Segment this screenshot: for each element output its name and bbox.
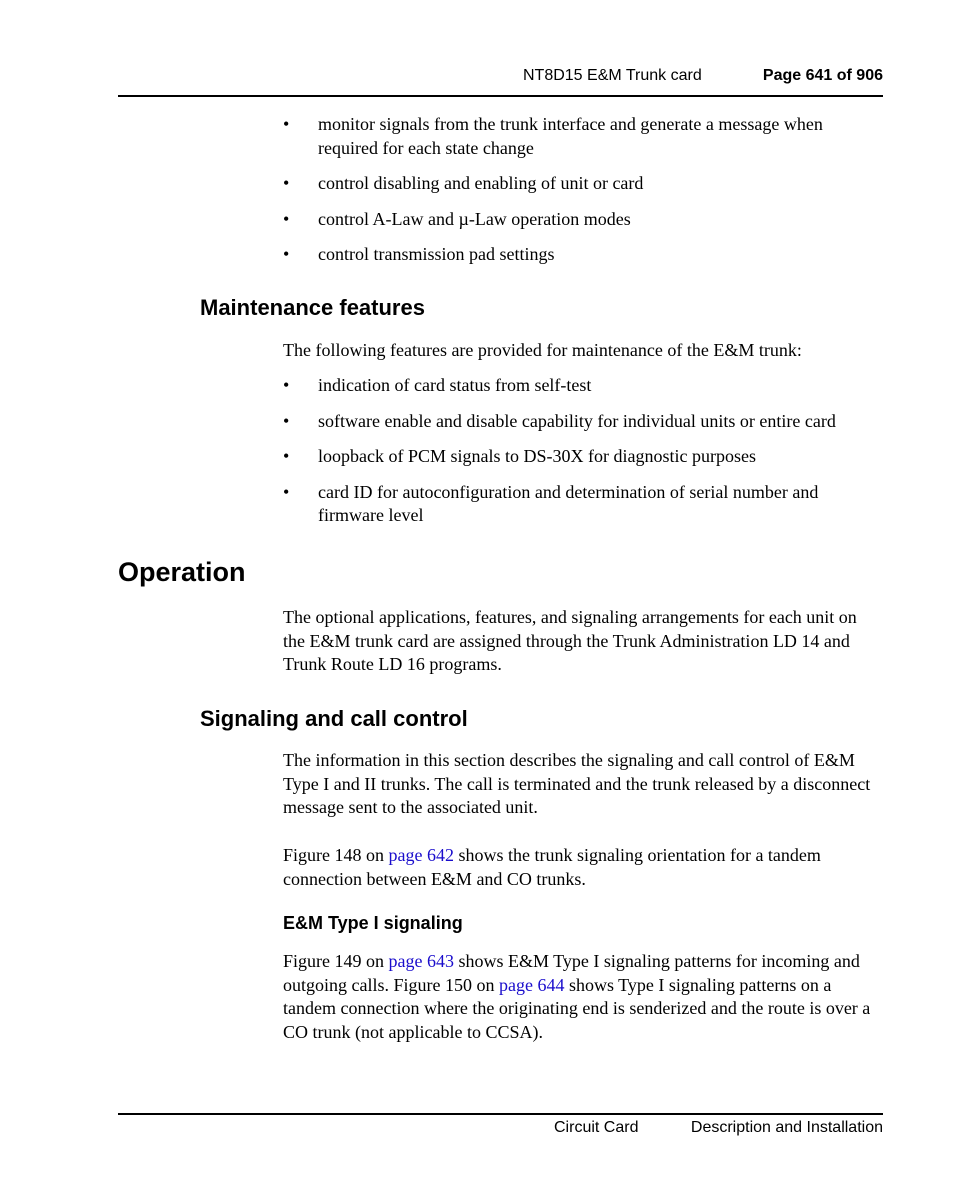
list-item: • monitor signals from the trunk interface and generate a message when required for each state change bbox=[283, 114, 823, 158]
maintenance-heading: Maintenance features bbox=[200, 295, 425, 320]
bullet-icon: • bbox=[283, 114, 290, 134]
footer-left-text: Circuit Card bbox=[554, 1119, 639, 1136]
bullet-icon: • bbox=[283, 446, 290, 466]
list-item: • loopback of PCM signals to DS-30X for diagnostic purposes bbox=[283, 445, 883, 469]
bullet-icon: • bbox=[283, 410, 290, 431]
list-item: • control A-Law and µ-Law operation modes bbox=[283, 208, 883, 232]
list-item: • software enable and disable capability for individual units or entire card bbox=[283, 410, 883, 434]
page-642-link[interactable]: page 642 bbox=[388, 845, 454, 865]
header-rule bbox=[118, 95, 883, 97]
maintenance-intro: The following features are provided for maintenance of the E&M trunk: bbox=[283, 340, 802, 360]
bullet-icon: • bbox=[283, 481, 290, 502]
footer-right-text: Description and Installation bbox=[690, 1119, 883, 1136]
page-number: Page 641 of 906 bbox=[762, 67, 883, 84]
list-item: • card ID for autoconfiguration and determination of serial number and firmware level bbox=[283, 481, 819, 525]
maintenance-bullet-list bbox=[283, 374, 883, 540]
footer-rule bbox=[118, 1113, 883, 1115]
signaling-paragraph-2: Figure 148 on page 642 shows the trunk signaling orientation for a tandem connection between E&M and CO trunks. bbox=[283, 845, 821, 889]
bullet-icon: • bbox=[283, 244, 290, 264]
type1-heading: E&M Type I signaling bbox=[283, 913, 463, 933]
signaling-paragraph-1: The information in this section describes the signaling and call control of E&M Type I and II trunks. The call is terminated and the trunk released by a disconnect message sent to the associated unit. bbox=[283, 750, 871, 817]
running-header-title: NT8D15 E&M Trunk card bbox=[523, 67, 702, 84]
signaling-heading: Signaling and call control bbox=[200, 706, 468, 731]
list-item: • control transmission pad settings bbox=[283, 243, 883, 267]
bullet-icon: • bbox=[283, 208, 290, 229]
operation-heading: Operation bbox=[118, 557, 246, 587]
type1-paragraph: Figure 149 on page 643 shows E&M Type I signaling patterns for incoming and outgoing calls. Figure 150 on page 644 shows Type I signaling patterns on a tandem connection where the originating end is senderized and the route is over a CO trunk (not applicable to CCSA). bbox=[283, 951, 871, 1042]
list-item: • indication of card status from self-test bbox=[283, 374, 883, 398]
page-644-link[interactable]: page 644 bbox=[498, 974, 565, 995]
top-bullet-list bbox=[283, 113, 883, 279]
operation-paragraph: The optional applications, features, and signaling arrangements for each unit on the E&M trunk card are assigned through the Trunk Administration LD 14 and Trunk Route LD 16 programs. bbox=[283, 607, 857, 674]
page-643-link[interactable]: page 643 bbox=[388, 951, 454, 971]
bullet-icon: • bbox=[283, 375, 290, 395]
list-item: • control disabling and enabling of unit or card bbox=[283, 172, 883, 196]
bullet-icon: • bbox=[283, 173, 290, 193]
